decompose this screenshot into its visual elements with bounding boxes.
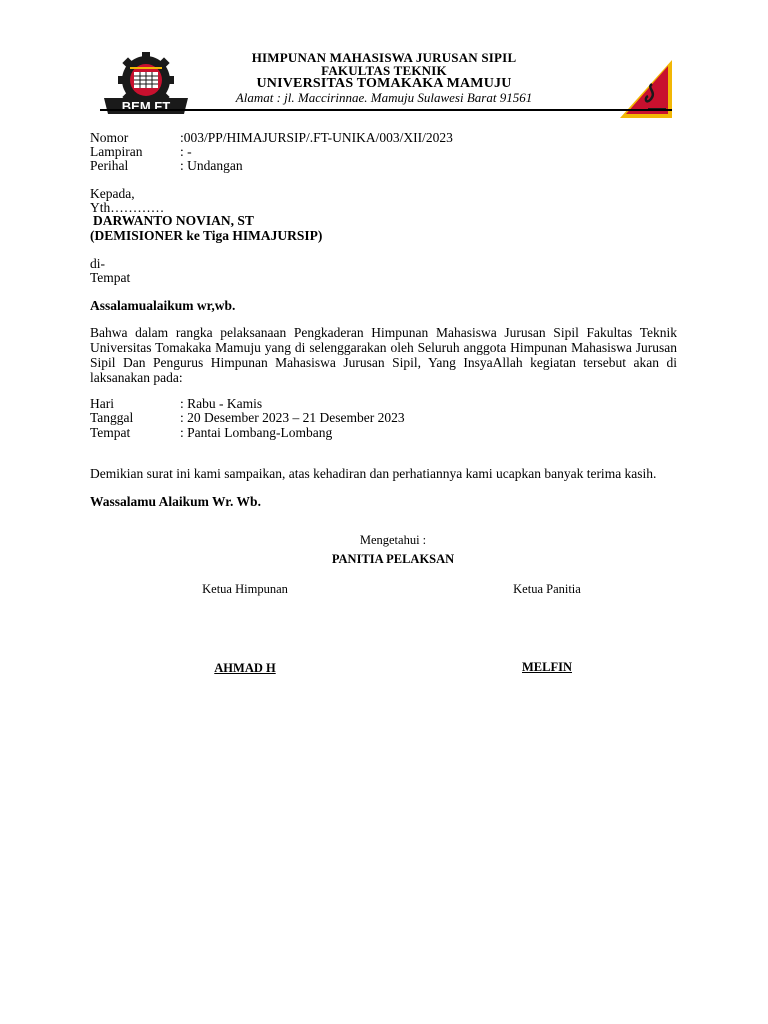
kop-address: Alamat : jl. Maccirinnae. Mamuju Sulawesi Barat 91561 (235, 90, 533, 105)
nomor-value: :003/PP/HIMAJURSIP/.FT-UNIKA/003/XII/2023 (180, 130, 453, 145)
tempat: Tempat (90, 270, 131, 285)
kop-line-3: UNIVERSITAS TOMAKAKA MAMUJU (256, 76, 512, 91)
recipient-name: DARWANTO NOVIAN, ST (93, 213, 254, 228)
yth: Yth………… (90, 200, 165, 215)
right-signatory-name: MELFIN (522, 660, 572, 674)
closing-paragraph: Demikian surat ini kami sampaikan, atas kehadiran dan perhatiannya kami ucapkan banyak terima kasih. (90, 466, 657, 481)
nomor-label: Nomor (90, 130, 129, 145)
logo-banner-text: BEM FT (121, 99, 171, 114)
perihal-value: : Undangan (180, 158, 243, 173)
kepada: Kepada, (90, 186, 135, 201)
right-signatory-role: Ketua Panitia (513, 582, 581, 596)
lampiran-label: Lampiran (90, 144, 143, 159)
tanggal-value: : 20 Desember 2023 – 21 Desember 2023 (180, 410, 405, 425)
recipient-title: (DEMISIONER ke Tiga HIMAJURSIP) (90, 228, 323, 243)
left-signatory-name: AHMAD H (214, 661, 276, 675)
greeting: Assalamualaikum wr,wb. (90, 298, 236, 313)
salam-penutup: Wassalamu Alaikum Wr. Wb. (90, 494, 261, 509)
hari-label: Hari (90, 396, 114, 411)
perihal-label: Perihal (90, 158, 129, 173)
letterhead-rule (100, 109, 672, 111)
tanggal-label: Tanggal (90, 410, 134, 425)
body-paragraph: Bahwa dalam rangka pelaksanaan Pengkaderan Himpunan Mahasiswa Jurusan Sipil Fakultas Teknik Universitas Tomakaka Mamuju yang di selenggarakan oleh Seluruh anggota Himpunan Mahasiswa Jurusan Sipil Dan Pengurus Himpunan Mahasiswa Jurusan Sipil, Yang InsyaAllah kegiatan tersebut akan di laksanakan pada: (90, 325, 677, 385)
tempat-value: : Pantai Lombang-Lombang (180, 425, 333, 440)
mengetahui: Mengetahui : (359, 533, 427, 547)
panitia-pelaksan: PANITIA PELAKSAN (331, 552, 455, 566)
left-signatory-role: Ketua Himpunan (202, 582, 288, 596)
lampiran-value: : - (180, 144, 192, 159)
di: di- (90, 256, 105, 271)
kop-line-2: FAKULTAS TEKNIK (321, 63, 447, 78)
tempat-label: Tempat (90, 425, 131, 440)
kop-line-1: HIMPUNAN MAHASISWA JURUSAN SIPIL (251, 50, 517, 65)
hari-value: : Rabu - Kamis (180, 396, 263, 411)
